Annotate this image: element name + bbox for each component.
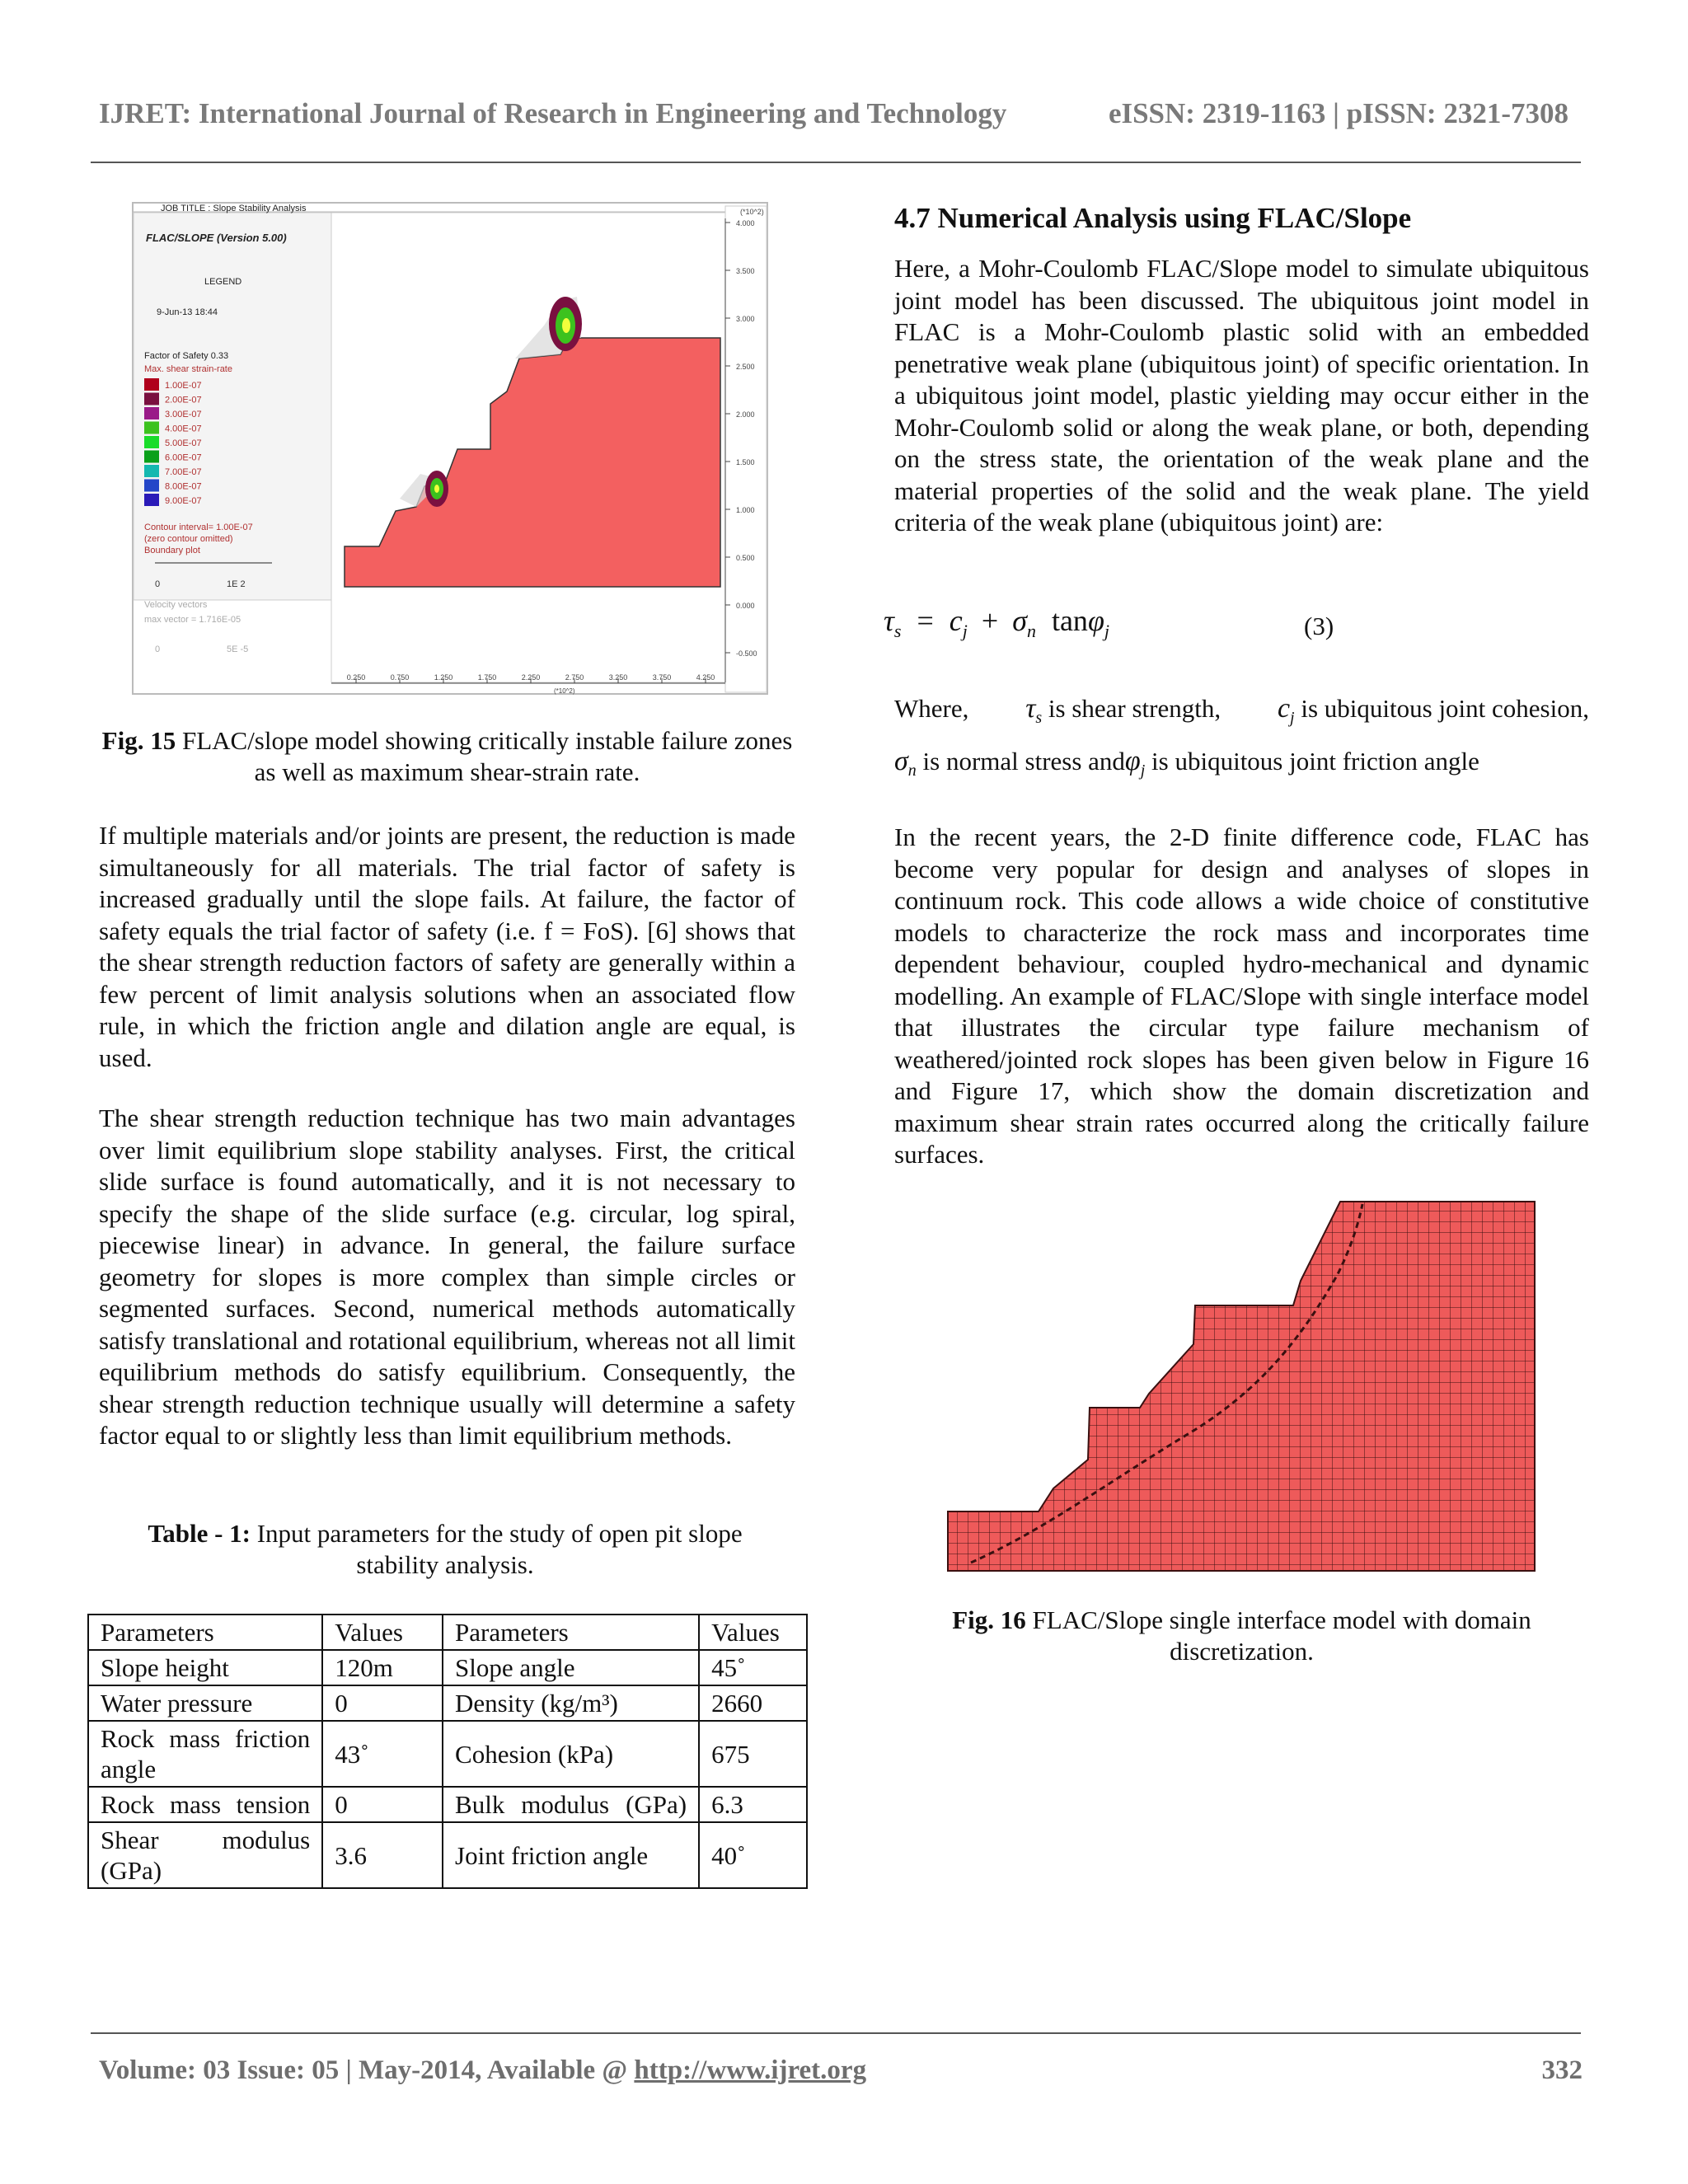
strain-level-label: 3.00E-07 <box>165 410 202 419</box>
table-cell: Joint friction angle <box>443 1822 699 1888</box>
strain-swatch <box>144 436 159 448</box>
table-caption <box>124 1518 767 1581</box>
table-cell: Shear modulus (GPa) <box>88 1822 322 1888</box>
table-cell: 6.3 <box>699 1787 807 1822</box>
legend-title: LEGEND <box>204 277 242 287</box>
y-tick-label: 1.000 <box>736 506 755 514</box>
table-row <box>88 1685 807 1721</box>
issn: eISSN: 2319-1163 | pISSN: 2321-7308 <box>1108 97 1568 129</box>
journal-link[interactable]: http://www.ijret.org <box>634 2055 867 2085</box>
strain-swatch <box>144 480 159 492</box>
max-vector: max vector = 1.716E-05 <box>144 615 241 625</box>
where-line-1: Where, $\tau_s$ is shear strength, $c_j$ is ubiquitous joint cohesion, <box>894 692 1589 734</box>
fig15-plot <box>132 202 768 695</box>
y-tick-label: 4.000 <box>736 219 755 227</box>
x-tick-label: 0.250 <box>346 673 366 682</box>
table-cell: Rock mass friction angle <box>88 1721 322 1787</box>
section-body: In the recent years, the 2-D finite difference code, FLAC has become very popular for design and analyses of slopes in continuum rock. This code allows a wide choice of constitutive models to characterize the rock mass and incorporates time dependent behaviour, coupled hydro-mechanical and dynamic modelling. An example of FLAC/Slope with single interface model that illustrates the circular type failure mechanism of weathered/jointed rock slopes has been given below in Figure 16 and Figure 17, which show the domain discretization and maximum shear strain rates occurred along the critically failure surfaces. <box>894 823 1589 1169</box>
table-cell: Slope angle <box>443 1650 699 1685</box>
table-cell: Cohesion (kPa) <box>443 1721 699 1787</box>
zero-contour: (zero contour omitted) <box>144 534 233 544</box>
fig15-image <box>132 202 768 695</box>
strain-swatch <box>144 451 159 463</box>
where-sigma-desc: is normal stress and <box>922 747 1125 776</box>
fig16-caption-text: FLAC/Slope single interface model with domain discretization. <box>1025 1605 1531 1666</box>
boundary-plot: Boundary plot <box>144 546 200 555</box>
table-cell: 2660 <box>699 1685 807 1721</box>
y-tick-label: 0.000 <box>736 602 755 610</box>
table-cell: 40˚ <box>699 1822 807 1888</box>
table-cell: 675 <box>699 1721 807 1787</box>
table-cell: 0 <box>322 1685 443 1721</box>
fig16-image <box>946 1200 1536 1572</box>
x-tick-label: 2.250 <box>521 673 541 682</box>
table-caption-label: Table - 1: <box>148 1519 251 1548</box>
strain-swatch <box>144 393 159 405</box>
contour-interval: Contour interval= 1.00E-07 <box>144 523 253 532</box>
where-c-desc: is ubiquitous joint cohesion, <box>1301 694 1589 723</box>
scale2-right: 5E -5 <box>227 644 249 654</box>
strain-level-label: 5.00E-07 <box>165 438 202 448</box>
strain-swatch <box>144 465 159 477</box>
paragraph-srf-advantages: The shear strength reduction technique has two main advantages over limit equilibrium slope stability analyses. First, the critical slide surface is found automatically, and it is not necessary to specify the shape of the slide surface (e.g. circular, log spiral, piecewise linear) in advance. In general, the failure surface geometry for slopes is more complex than simple circles or segmented surfaces. Second, numerical methods automatically satisfy translational and rotational equilibrium, whereas not all limit equilibrium methods do satisfy equilibrium. Consequently, the shear strength reduction technique usually will determine a safety factor equal to or slightly less than limit equilibrium methods. <box>99 1104 795 1450</box>
fig16-caption-label: Fig. 16 <box>952 1605 1026 1634</box>
fig15-caption <box>99 725 795 788</box>
y-tick-label: 3.500 <box>736 267 755 275</box>
table-header: Parameters <box>88 1615 322 1650</box>
factor-of-safety: Factor of Safety 0.33 <box>144 351 229 361</box>
strain-legend <box>144 378 202 506</box>
x-tick-label: 1.750 <box>477 673 497 682</box>
parameters-table <box>87 1614 808 1889</box>
table-cell: Rock mass tension <box>88 1787 322 1822</box>
x-tick-label: 1.250 <box>434 673 453 682</box>
table-cell: 45˚ <box>699 1650 807 1685</box>
x-axis-exponent: (*10^2) <box>554 687 575 695</box>
fig16-caption <box>894 1605 1589 1667</box>
where-line-2: $\sigma_n$ is normal stress andφ$_j$ is ubiquitous joint friction angle <box>894 746 1479 780</box>
footer-volume <box>99 2055 866 2086</box>
y-tick-label: 1.500 <box>736 458 755 466</box>
where-phi-desc: is ubiquitous joint friction angle <box>1151 747 1479 776</box>
strain-swatch <box>144 422 159 434</box>
table-cell: 0 <box>322 1787 443 1822</box>
journal-title: IJRET: International Journal of Research in Engineering and Technology <box>99 97 1007 129</box>
strain-level-label: 9.00E-07 <box>165 496 202 506</box>
paragraph-srf-failure: If multiple materials and/or joints are present, the reduction is made simultaneously for all materials. The trial factor of safety is increased gradually until the slope fails. At failure, the factor of safety equals the trial factor of safety (i.e. f = FoS). [6] shows that the shear strength reduction factors of safety are generally within a few percent of limit analysis solutions when an associated flow rule, in which the friction angle and dilation angle are equal, is used. <box>99 821 795 1072</box>
x-tick-label: 0.750 <box>390 673 410 682</box>
scale1-right: 1E 2 <box>227 579 246 589</box>
table-cell: Bulk modulus (GPa) <box>443 1787 699 1822</box>
footer-rule <box>91 2032 1581 2034</box>
where-word: Where, <box>894 694 969 723</box>
scale2-left: 0 <box>155 644 161 654</box>
y-tick-label: 0.500 <box>736 554 755 562</box>
y-tick-label: 2.000 <box>736 410 755 419</box>
table-header-row <box>88 1615 807 1650</box>
mesh-domain <box>948 1202 1535 1571</box>
strain-level-label: 6.00E-07 <box>165 452 202 463</box>
strain-level-label: 1.00E-07 <box>165 381 202 391</box>
table-row <box>88 1721 807 1787</box>
table-cell: Slope height <box>88 1650 322 1685</box>
table-caption-text: Input parameters for the study of open pit slope stability analysis. <box>250 1519 743 1579</box>
table-row <box>88 1650 807 1685</box>
table-cell: Density (kg/m³) <box>443 1685 699 1721</box>
page-number: 332 <box>1541 2055 1582 2085</box>
x-tick-label: 4.250 <box>696 673 715 682</box>
section-intro: Here, a Mohr-Coulomb FLAC/Slope model to simulate ubiquitous joint model has been discussed. The ubiquitous joint model in FLAC is a Mohr-Coulomb plastic solid with an embedded penetrative weak plane (ubiquitous joint) of specific orientation. In a ubiquitous joint model, plastic yielding may occur either in the Mohr-Coulomb solid or along the weak plane, or both, depending on the stress state, the orientation of the weak plane and the material properties of the solid and the weak plane. The yield criteria of the weak plane (ubiquitous joint) are: <box>894 254 1589 537</box>
fig15-caption-label: Fig. 15 <box>101 726 176 755</box>
table-header: Values <box>322 1615 443 1650</box>
x-tick-label: 3.250 <box>608 673 628 682</box>
strain-level-label: 4.00E-07 <box>165 424 202 434</box>
table-cell: Water pressure <box>88 1685 322 1721</box>
scale1-left: 0 <box>155 579 161 589</box>
fig15-caption-text: FLAC/slope model showing critically instable failure zones as well as maximum shear-strain rate. <box>176 726 793 786</box>
strain-swatch <box>144 407 159 419</box>
strain-title: Max. shear strain-rate <box>144 364 232 374</box>
equation-3: $\tau_s = c_j + \sigma_n$ tanφ$_j$ <box>884 604 1109 642</box>
y-tick-label: 3.000 <box>736 315 755 323</box>
strain-level-label: 7.00E-07 <box>165 467 202 477</box>
strain-level-label: 8.00E-07 <box>165 481 202 492</box>
header-rule <box>91 162 1581 163</box>
strain-swatch <box>144 494 159 506</box>
table-row <box>88 1822 807 1888</box>
legend-date: 9-Jun-13 18:44 <box>157 307 218 317</box>
table-header: Parameters <box>443 1615 699 1650</box>
footer-volume-text: Volume: 03 Issue: 05 | May-2014, Available @ <box>99 2055 635 2085</box>
table-header: Values <box>699 1615 807 1650</box>
velocity-vectors: Velocity vectors <box>144 600 208 610</box>
table-cell: 120m <box>322 1650 443 1685</box>
table-row <box>88 1787 807 1822</box>
equation-number: (3) <box>1304 612 1334 640</box>
y-tick-label: 2.500 <box>736 363 755 371</box>
y-axis-exponent: (*10^2) <box>740 208 764 216</box>
x-tick-label: 2.750 <box>565 673 584 682</box>
section-heading: 4.7 Numerical Analysis using FLAC/Slope <box>894 202 1412 234</box>
y-tick-label: -0.500 <box>736 649 757 658</box>
x-tick-label: 3.750 <box>652 673 672 682</box>
where-tau-desc: is shear strength, <box>1048 694 1221 723</box>
table-cell: 3.6 <box>322 1822 443 1888</box>
strain-swatch <box>144 378 159 391</box>
fig16-mesh <box>946 1200 1536 1572</box>
program-name: FLAC/SLOPE (Version 5.00) <box>146 232 287 244</box>
table-cell: 43˚ <box>322 1721 443 1787</box>
job-title: JOB TITLE : Slope Stability Analysis <box>161 204 307 213</box>
strain-level-label: 2.00E-07 <box>165 395 202 405</box>
